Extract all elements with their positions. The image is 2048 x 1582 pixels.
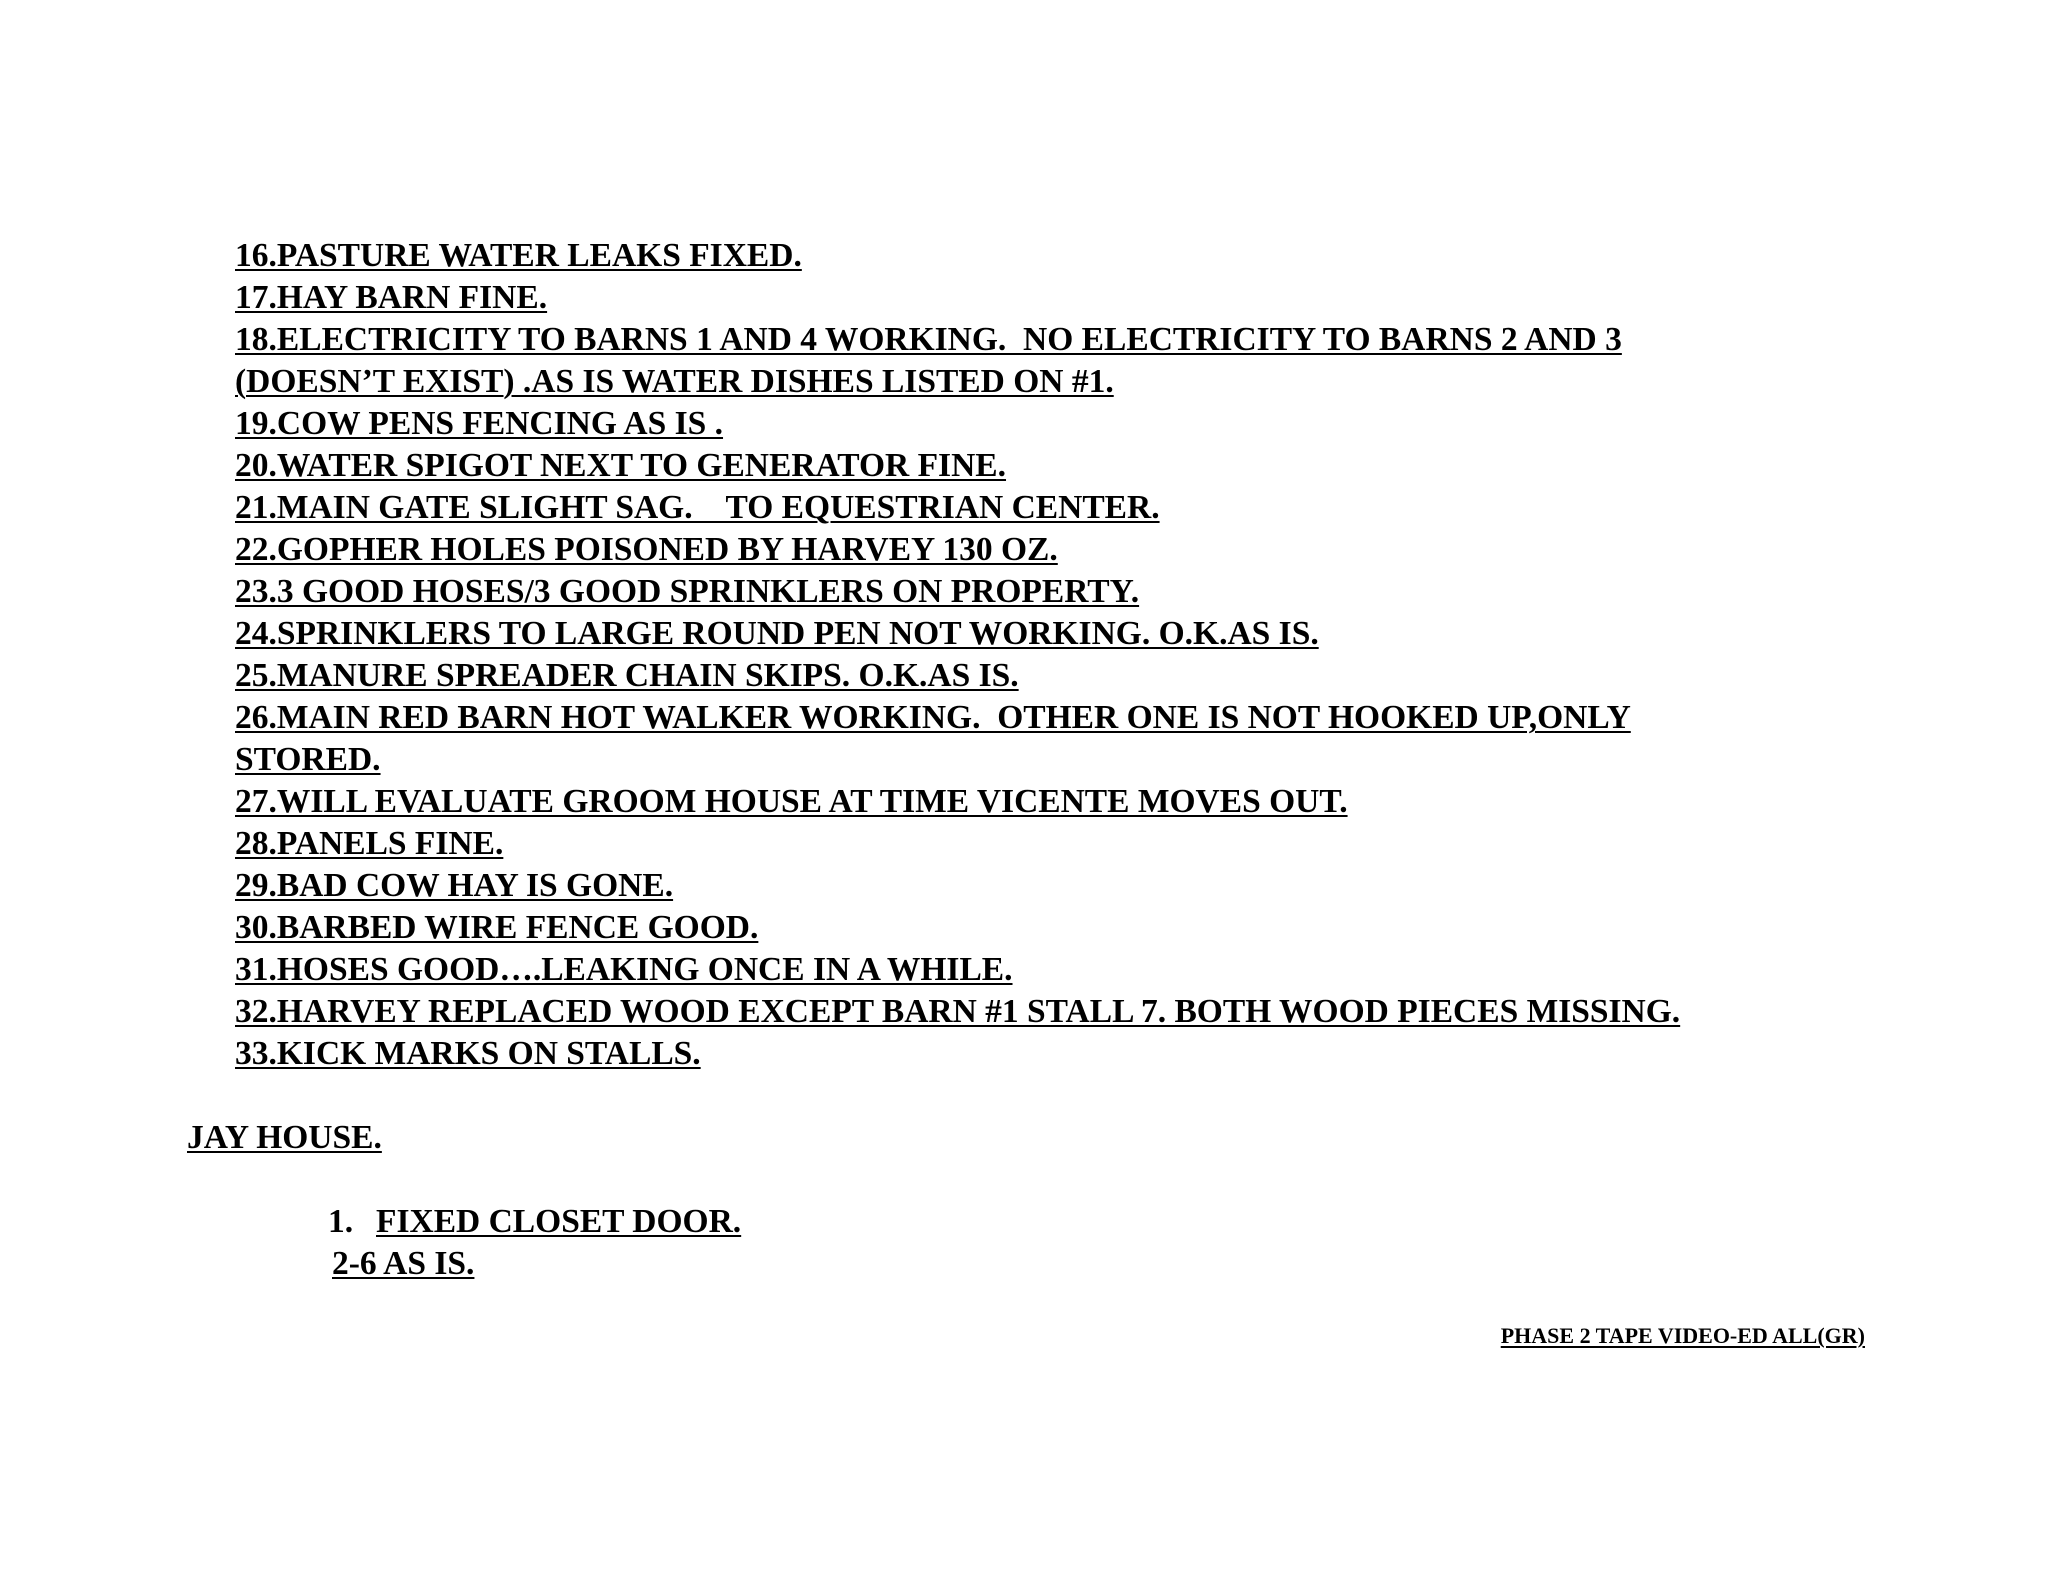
list-item: (DOESN’T EXIST) .AS IS WATER DISHES LISTED ON #1. [235,363,1114,400]
list-item: 16.PASTURE WATER LEAKS FIXED. [235,237,802,274]
footer-note: PHASE 2 TAPE VIDEO-ED ALL(GR) [1500,1323,1865,1348]
list-item: STORED. [235,741,381,778]
list-item: 20.WATER SPIGOT NEXT TO GENERATOR FINE. [235,447,1007,484]
list-item: 28.PANELS FINE. [235,825,504,862]
sub-item-text: 2-6 AS IS. [332,1245,475,1282]
list-item: 26.MAIN RED BARN HOT WALKER WORKING. OTHER ONE IS NOT HOOKED UP,ONLY [235,699,1631,736]
list-item: 24.SPRINKLERS TO LARGE ROUND PEN NOT WORKING. O.K.AS IS. [235,615,1319,652]
list-item: 19.COW PENS FENCING AS IS . [235,405,724,442]
list-item: 32.HARVEY REPLACED WOOD EXCEPT BARN #1 STALL 7. BOTH WOOD PIECES MISSING. [235,993,1681,1030]
sub-item-number: 1. [328,1203,354,1240]
list-item: 27.WILL EVALUATE GROOM HOUSE AT TIME VICENTE MOVES OUT. [235,783,1348,820]
list-item: 33.KICK MARKS ON STALLS. [235,1035,701,1072]
list-item: 29.BAD COW HAY IS GONE. [235,867,674,904]
list-item: 31.HOSES GOOD….LEAKING ONCE IN A WHILE. [235,951,1013,988]
list-item: 22.GOPHER HOLES POISONED BY HARVEY 130 OZ. [235,531,1058,568]
list-item: 30.BARBED WIRE FENCE GOOD. [235,909,759,946]
list-item: 18.ELECTRICITY TO BARNS 1 AND 4 WORKING. NO ELECTRICITY TO BARNS 2 AND 3 [235,321,1622,358]
list-item: 21.MAIN GATE SLIGHT SAG. TO EQUESTRIAN CENTER. [235,489,1160,526]
sub-item-text: FIXED CLOSET DOOR. [376,1203,742,1240]
list-item: 25.MANURE SPREADER CHAIN SKIPS. O.K.AS IS. [235,657,1019,694]
list-item: 17.HAY BARN FINE. [235,279,548,316]
list-item: 23.3 GOOD HOSES/3 GOOD SPRINKLERS ON PROPERTY. [235,573,1140,610]
section-heading: JAY HOUSE. [187,1119,382,1156]
